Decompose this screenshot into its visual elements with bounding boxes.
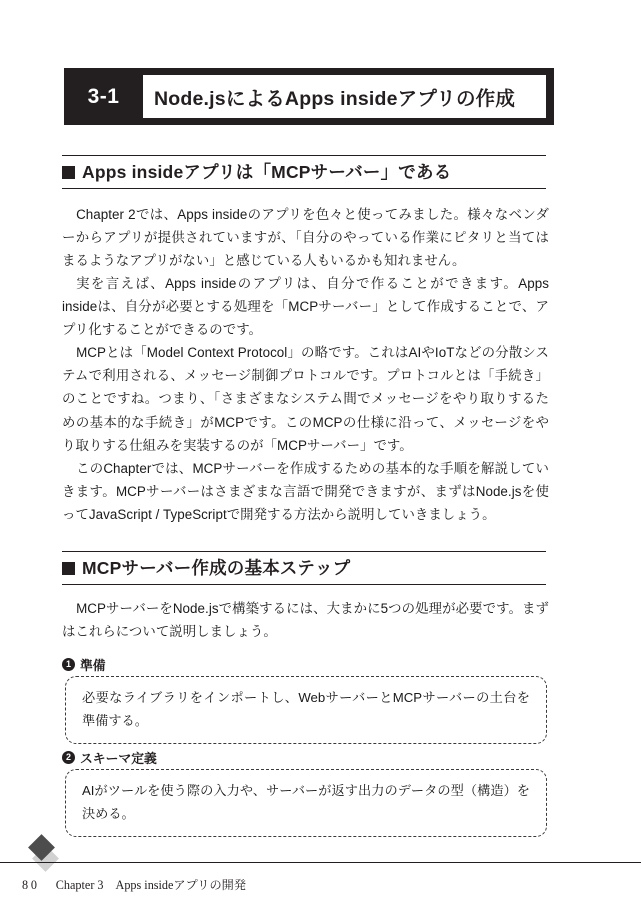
black-square-icon	[62, 166, 75, 179]
step-1-label	[62, 655, 106, 674]
heading-rule-bottom	[62, 188, 546, 189]
step-2-box	[65, 769, 547, 837]
step-2-label-text: スキーマ定義	[80, 751, 157, 766]
paragraph-1-text: Chapter 2では、Apps insideのアプリを色々と使ってみました。様々なベンダーからアプリが提供されていますが、「自分のやっている作業にピタリと当てはまるようなアプリがない」と感じている人もいるかも知れません。	[62, 207, 549, 269]
heading-2-label: MCPサーバー作成の基本ステップ	[82, 558, 351, 578]
diamond-ornament-icon	[28, 835, 62, 873]
paragraph-2-text: 実を言えば、Apps insideのアプリは、自分で作ることができます。Apps insideは、自分が必要とする処理を「MCPサーバー」として作成することで、アプリ化することができるのです。	[62, 276, 549, 338]
paragraph-2	[62, 272, 549, 342]
heading-1	[62, 156, 546, 188]
paragraph-3-text: MCPとは「Model Context Protocol」の略です。これはAIやIoTなどの分散システムで利用される、メッセージ制御プロトコルです。プロトコルとは「手続き」のことですね。つまり、「さまざまなシステム間でメッセージをやり取りするための基本的な手続き」がMCPです。このMCPの仕様に沿って、メッセージをやり取りする仕組みを実装するのが「MCPサーバー」です。	[62, 345, 549, 453]
footer-chapter: Chapter 3	[55, 878, 104, 892]
footer-rule	[0, 862, 641, 863]
heading-2	[62, 552, 546, 584]
heading-block-2	[62, 551, 546, 585]
heading-2-rule-bottom	[62, 584, 546, 585]
heading-block-1	[62, 155, 546, 189]
footer-chapter-title: Apps insideアプリの開発	[115, 878, 247, 892]
step-2-badge: 2	[62, 751, 75, 764]
paragraph-3	[62, 341, 549, 457]
paragraph-5	[62, 597, 549, 643]
section-title-box	[143, 75, 546, 118]
step-1-label-text: 準備	[80, 658, 106, 673]
step-2-body: AIがツールを使う際の入力や、サーバーが返す出力のデータの型（構造）を決める。	[82, 783, 530, 821]
page-number: 80	[22, 878, 40, 892]
section-title: Node.jsによるApps insideアプリの作成	[154, 87, 516, 110]
paragraph-4	[62, 457, 549, 527]
step-1-box	[65, 676, 547, 744]
step-2-label	[62, 748, 157, 767]
step-1-body: 必要なライブラリをインポートし、WebサーバーとMCPサーバーの土台を準備する。	[82, 690, 530, 728]
paragraph-1	[62, 203, 549, 273]
step-1-badge: 1	[62, 658, 75, 671]
black-square-icon	[62, 562, 75, 575]
paragraph-4-text: このChapterでは、MCPサーバーを作成するための基本的な手順を解説していきます。MCPサーバーはさまざまな言語で開発できますが、まずはNode.jsを使ってJavaScript / TypeScriptで開発する方法から説明していきましょう。	[62, 461, 549, 523]
section-banner	[64, 68, 554, 125]
heading-1-label: Apps insideアプリは「MCPサーバー」である	[82, 162, 452, 182]
footer	[22, 876, 246, 893]
paragraph-5-text: MCPサーバーをNode.jsで構築するには、大まかに5つの処理が必要です。まずはこれらについて説明しましょう。	[62, 601, 549, 640]
section-number: 3-1	[87, 84, 120, 108]
